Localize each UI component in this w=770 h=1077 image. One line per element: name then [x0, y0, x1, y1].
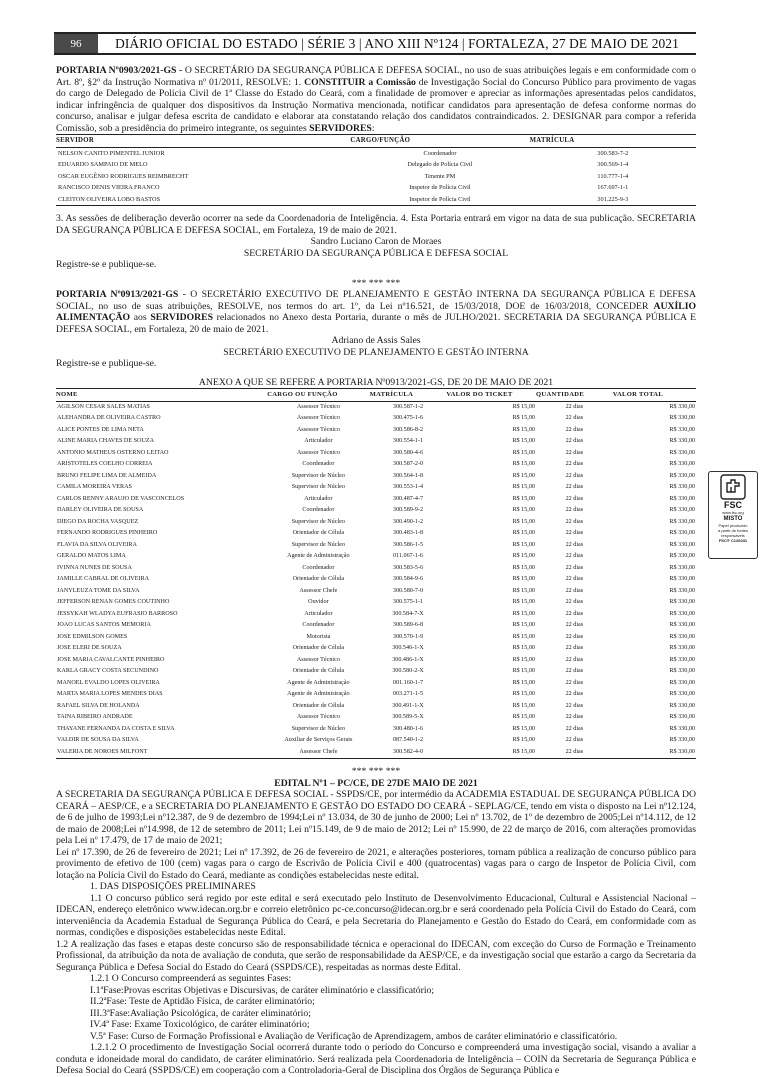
annex-cell: R$ 330,00: [669, 541, 695, 548]
annex-cell: VALDIR DE SOUSA DA SILVA: [57, 737, 139, 743]
annex-cell: 22 dias: [565, 438, 584, 444]
portaria-0913-lead: PORTARIA Nº0913/2021-GS -: [56, 289, 186, 300]
annex-cell: Supervisor de Núcleo: [291, 541, 345, 548]
header-title: DIÁRIO OFICIAL DO ESTADO | SÉRIE 3 | ANO XIII Nº124 | FORTALEZA, 27 DE MAIO DE 2021: [115, 35, 679, 51]
annex-row: [56, 620, 696, 632]
annex-cell: Assessor Técnico: [296, 656, 340, 663]
annex-cell: R$ 15,00: [512, 737, 535, 743]
col-nome: NOME: [56, 389, 267, 402]
annex-cell: Articulador: [304, 438, 333, 444]
comissao-cell: Delegado de Polícia Civil: [407, 161, 473, 168]
annex-row: [56, 609, 696, 621]
portaria-0903-text1: O SECRETÁRIO DA SEGURANÇA PÚBLICA E DEFESA SOCIAL, no uso de suas atribuições legais e em conformidade com o Art. 8º, §2º da Instrução Normativa nº 01/2011, RESOLVE: 1.: [56, 65, 696, 88]
annex-cell: 22 dias: [565, 530, 584, 536]
annex-row: [56, 586, 696, 598]
annex-cell: R$ 330,00: [669, 518, 695, 525]
annex-cell: 22 dias: [565, 553, 584, 559]
annex-cell: BRUNO FELIPE LIMA DE ALMEIDA: [57, 472, 157, 479]
annex-cell: 300.586-8-2: [392, 426, 424, 433]
annex-cell: R$ 15,00: [512, 599, 535, 605]
annex-cell: 22 dias: [565, 415, 584, 421]
comissao-row: [56, 159, 696, 171]
annex-cell: Articulador: [304, 495, 333, 502]
portaria-0913-text1: O SECRETÁRIO EXECUTIVO DE PLANEJAMENTO E GESTÃO INTERNA DA SEGURANÇA PÚBLICA E DEFESA SOCIAL, no uso de suas atribuições, RESOLVE, nos termos do art. 1º, da Lei nº16.521, de 15/03/2018, DOE de 16/03/2018, CONCEDER: [56, 289, 696, 312]
annex-cell: R$ 15,00: [512, 461, 535, 467]
annex-cell: R$ 330,00: [669, 530, 695, 536]
annex-row: [56, 689, 696, 701]
page-header: [54, 32, 696, 55]
edital-para1: A SECRETARIA DA SEGURANÇA PÚBLICA E DEFESA SOCIAL - SSPDS/CE, por intermédio da ACADEMIA ESTADUAL DE SEGURANÇA PÚBLICA DO CEARÁ – AESP/CE, e a SECRETARIA DO PLANEJAMENTO E GESTÃO DO ESTADO DO CEARÁ - SEPLAG/CE, tendo em vista o disposto na Lei nº12.124, de 6 de julho de 1993;Lei nº12.387, de 9 de dezembro de 1994;Lei nº 13.034, de 30 de junho de 2000; Lei nº 13.702, de 1º de dezembro de 2005;Lei nº14.112, de 12 de maio de 2008;Lei nº14.998, de 12 de setembro de 2011; Lei nº15.149, de 9 de maio de 2012; Lei nº 15.990, de 22 de março de 2016, com alterações promovidas pela Lei nº 17.479, de 17 de maio de 2021;: [56, 789, 696, 846]
portaria-0903-lead: PORTARIA Nº0903/2021-GS -: [56, 65, 183, 76]
fsc-desc2: a partir de fontes: [717, 528, 749, 533]
annex-row: [56, 425, 696, 437]
annex-cell: Orientador de Célula: [292, 576, 345, 582]
annex-cell: R$ 330,00: [669, 610, 695, 617]
annex-row: [56, 540, 696, 552]
edital-para2: Lei nº 17.390, de 26 de fevereiro de 2021; Lei nº 17.392, de 26 de fevereiro de 2021, e alterações posteriores, tornam pública a realização de concurso público para provimento de efetivo de 100 (cem) vagas para o cargo de Escrivão de Polícia Civil e 400 (quatrocentas) vagas para o cargo de Inspetor de Polícia Civil, com lotação na Polícia Civil do Estado do Ceará, mediante as condições estabelecidas neste edital.: [56, 846, 696, 881]
annex-cell: FLAVIA DA SILVA OLIVEIRA: [57, 541, 137, 548]
annex-cell: 300.490-1-2: [392, 518, 424, 525]
comissao-cell: Coordenador: [423, 149, 457, 157]
annex-cell: R$ 330,00: [669, 426, 695, 433]
annex-cell: 300.483-1-8: [392, 530, 424, 536]
annex-cell: R$ 15,00: [512, 495, 535, 502]
portaria-0913-signer-title: SECRETÁRIO EXECUTIVO DE PLANEJAMENTO E GESTÃO INTERNA: [223, 346, 529, 358]
annex-cell: 300.587-2-0: [392, 461, 424, 467]
comissao-cell: RANCISCO DENIS VIEIRA FRANCO: [58, 184, 160, 191]
annex-cell: R$ 15,00: [512, 587, 535, 594]
col-matricula: MATRÍCULA: [530, 135, 696, 148]
annex-cell: R$ 15,00: [512, 702, 535, 709]
annex-cell: R$ 330,00: [669, 495, 695, 502]
comissao-cell: NELSON CANITO PIMENTEL JUNIOR: [58, 149, 165, 157]
annex-cell: R$ 15,00: [512, 518, 535, 525]
annex-cell: 300.580-4-6: [392, 449, 424, 456]
edital-para3: 1.1 O concurso público será regido por este edital e será executado pelo Instituto de Desenvolvimento Educacional, Cultural e Assistencial Nacional – IDECAN, endereço eletrônico www.idecan.org.br e correio eletrônico pc-ce.concurso@idecan.org.br e será coordenado pela Polícia Civil do Estado do Ceará, com interveniência da Academia Estadual de Segurança Pública do Ceará, e pela Secretaria do Planejamento e Gestão do Estado do Ceará, em conformidade com as normas, condições e disposições estabelecidas neste Edital.: [56, 892, 696, 938]
edital-item121: 1.2.1 O Concurso compreenderá as seguintes Fases:: [90, 973, 292, 984]
annex-cell: 300.580-7-0: [392, 587, 424, 594]
annex-cell: 300.584-7-X: [392, 610, 424, 617]
annex-cell: DIEGO DA ROCHA VASQUEZ: [57, 518, 139, 525]
annex-cell: MANOEL EVALDO LOPES OLIVEIRA: [57, 679, 160, 686]
annex-cell: 22 dias: [565, 507, 584, 513]
annex-cell: R$ 15,00: [512, 403, 535, 410]
annex-cell: JEFFERSON RENAN GOMES COUTINHO: [57, 599, 170, 605]
annex-cell: Coordenador: [302, 507, 335, 513]
annex-cell: R$ 330,00: [669, 403, 695, 410]
portaria-0903-bold1: CONSTITUIR a Comissão: [304, 76, 416, 88]
annex-cell: ARISTOTELES COELHO CORREIA: [57, 461, 153, 467]
annex-cell: Coordenador: [302, 461, 335, 467]
fsc-desc1: Papel produzido: [718, 523, 748, 528]
separator: *** *** ***: [351, 277, 401, 289]
annex-cell: 22 dias: [565, 518, 584, 525]
annex-cell: 300.480-1-6: [392, 725, 424, 732]
annex-cell: 22 dias: [565, 645, 584, 651]
annex-cell: JOSE ELERI DE SOUZA: [57, 645, 122, 651]
annex-cell: R$ 330,00: [669, 714, 695, 720]
edital-section1: 1. DAS DISPOSIÇÕES PRELIMINARES: [90, 881, 256, 892]
annex-row: [56, 655, 696, 667]
annex-cell: Ouvidor: [308, 599, 329, 605]
annex-cell: 22 dias: [565, 587, 584, 594]
annex-cell: R$ 15,00: [512, 714, 535, 720]
annex-cell: 087.540-1-2: [392, 737, 424, 743]
annex-cell: 22 dias: [565, 656, 584, 663]
annex-cell: 22 dias: [565, 737, 584, 743]
annex-cell: R$ 15,00: [512, 438, 535, 444]
annex-cell: R$ 330,00: [669, 472, 695, 479]
annex-cell: MARTA MARIA LOPES MENDES DIAS: [57, 691, 163, 697]
portaria-0913-bold2: SERVIDORES: [150, 312, 213, 323]
annex-row: [56, 574, 696, 586]
annex-cell: VALERIA DE NOROES MILFONT: [56, 747, 267, 759]
annex-cell: R$ 15,00: [512, 691, 535, 697]
annex-title: ANEXO A QUE SE REFERE A PORTARIA Nº0913/2021-GS, DE 20 DE MAIO DE 2021: [198, 376, 554, 388]
annex-cell: 22 dias: [565, 691, 584, 697]
annex-cell: R$ 330,00: [669, 415, 695, 421]
annex-table: [56, 388, 696, 759]
edital-title: [56, 778, 696, 790]
annex-cell: GERALDO MATOS LIMA: [57, 553, 126, 559]
comissao-cell: 300.583-7-2: [597, 149, 629, 157]
annex-row: [56, 678, 696, 690]
annex-cell: R$ 15,00: [512, 553, 535, 559]
annex-cell: R$ 15,00: [512, 484, 535, 490]
annex-cell: JOSE EDMILSON GOMES: [57, 633, 128, 640]
annex-cell: CAMILA MOREIRA VERAS: [57, 484, 132, 490]
annex-cell: Supervisor de Núcleo: [291, 518, 345, 525]
annex-cell: DARLEY OLIVEIRA DE SOUSA: [57, 507, 144, 513]
annex-cell: Motorista: [306, 633, 331, 640]
annex-cell: 22 dias: [565, 668, 584, 674]
fsc-seal: [708, 471, 758, 559]
portaria-0913-signer: Adriano de Assis Sales: [331, 335, 421, 346]
annex-cell: Agente de Administração: [287, 691, 350, 697]
annex-cell: 300.486-1-X: [392, 656, 424, 663]
annex-row: [56, 401, 696, 413]
annex-cell: Supervisor de Núcleo: [291, 725, 345, 732]
annex-cell: Assessor Técnico: [296, 426, 340, 433]
annex-cell: 300.586-1-5: [392, 541, 424, 548]
annex-cell: 22 dias: [565, 576, 584, 582]
col-matricula-2: MATRÍCULA: [370, 389, 447, 402]
annex-cell: R$ 330,00: [669, 691, 695, 697]
annex-cell: R$ 330,00: [669, 576, 695, 582]
annex-cell: 22 dias: [565, 714, 584, 720]
annex-cell: Orientador de Célula: [292, 702, 345, 709]
annex-cell: JOAO LUCAS SANTOS MEMORIA: [57, 622, 151, 628]
annex-cell: Auxiliar de Serviços Gerais: [284, 737, 353, 743]
annex-cell: R$ 330,00: [669, 633, 695, 640]
annex-cell: R$ 15,00: [512, 610, 535, 617]
annex-cell: IVINNA NUNES DE SOUSA: [57, 564, 132, 571]
annex-cell: R$ 15,00: [512, 633, 535, 640]
portaria-0913-bold1: AUXÍLIO ALIMENTAÇÃO: [56, 300, 696, 323]
annex-row: [56, 735, 696, 747]
annex-cell: 22 dias: [565, 564, 584, 571]
annex-cell: 22 dias: [565, 461, 584, 467]
comissao-cell: Tenente PM: [424, 172, 456, 180]
annex-cell: R$ 15,00: [512, 449, 535, 456]
annex-cell: 22 dias: [536, 747, 613, 759]
annex-cell: ALICE PONTES DE LIMA NETA: [57, 426, 144, 433]
annex-row: [56, 436, 696, 448]
annex-cell: RAFAEL SILVA DE HOLANDA: [57, 702, 140, 709]
annex-cell: R$ 330,00: [669, 461, 695, 467]
annex-cell: R$ 330,00: [669, 599, 695, 605]
annex-cell: 22 dias: [565, 495, 584, 502]
annex-cell: 300.583-5-6: [392, 564, 424, 571]
annex-cell: 22 dias: [565, 679, 584, 686]
annex-cell: 300.491-1-X: [392, 702, 424, 709]
annex-cell: TAINA RIBEIRO ANDRADE: [57, 714, 133, 720]
comissao-cell: Inspetor de Polícia Civil: [409, 184, 471, 191]
edital-title-text: EDITAL Nº1 – PC/CE, DE 27DE MAIO DE 2021: [274, 777, 478, 789]
fsc-code: FSC® C126031: [718, 538, 748, 543]
annex-cell: R$ 330,00: [669, 702, 695, 709]
annex-cell: R$ 330,00: [669, 656, 695, 663]
annex-cell: 22 dias: [565, 725, 584, 732]
edital-phase2: II.2ªFase: Teste de Aptidão Física, de caráter eliminatório;: [90, 996, 315, 1007]
col-valor-ticket: VALOR DO TICKET: [446, 389, 536, 402]
annex-cell: R$ 15,00: [512, 576, 535, 582]
comissao-cell: Inspetor de Polícia Civil: [350, 194, 529, 206]
annex-cell: 22 dias: [565, 633, 584, 640]
annex-row: [56, 724, 696, 736]
annex-cell: 300.564-1-8: [392, 472, 424, 479]
annex-row: [56, 643, 696, 655]
annex-cell: Assessor Técnico: [296, 415, 340, 421]
portaria-0913-registre: Registre-se e publique-se.: [56, 358, 157, 369]
annex-cell: R$ 330,00: [669, 679, 695, 686]
annex-row: [56, 563, 696, 575]
annex-row: [56, 712, 696, 724]
annex-cell: R$ 330,00: [669, 553, 695, 559]
annex-cell: R$ 330,00: [669, 564, 695, 571]
annex-cell: R$ 15,00: [512, 668, 535, 674]
annex-cell: Coordenador: [302, 622, 335, 628]
annex-row: [56, 471, 696, 483]
annex-row: [56, 551, 696, 563]
annex-row: [56, 413, 696, 425]
annex-cell: R$ 15,00: [512, 530, 535, 536]
portaria-0903-text3: :: [371, 122, 375, 134]
portaria-0903-bold2: SERVIDORES: [309, 122, 372, 134]
annex-cell: R$ 330,00: [669, 645, 695, 651]
comissao-row: [56, 171, 696, 183]
annex-cell: 22 dias: [565, 426, 584, 433]
annex-cell: R$ 15,00: [512, 426, 535, 433]
annex-cell: R$ 15,00: [512, 541, 535, 548]
annex-cell: R$ 330,00: [669, 737, 695, 743]
col-quantidade: QUANTIDADE: [536, 389, 613, 402]
annex-cell: Assessor Técnico: [296, 403, 340, 410]
annex-row: [56, 505, 696, 517]
comissao-table: [56, 134, 696, 206]
annex-row: [56, 528, 696, 540]
annex-cell: ALINE MARIA CHAVES DE SOUZA: [57, 438, 155, 444]
annex-cell: R$ 15,00: [512, 507, 535, 513]
annex-cell: 011.067-1-6: [392, 553, 423, 559]
portaria-0913-text3: relacionados no Anexo desta Portaria, durante o mês de JULHO/2021. SECRETARIA DA SEGURANÇA PÚBLICA E DEFESA SOCIAL, em Fortaleza, 20 de maio de 2021.: [56, 312, 696, 335]
col-servidor: SERVIDOR: [56, 135, 350, 148]
annex-cell: R$ 330,00: [669, 622, 695, 628]
annex-cell: 001.160-1-7: [392, 679, 424, 686]
portaria-0903-registre: Registre-se e publique-se.: [56, 259, 157, 270]
annex-cell: Agente de Administração: [287, 553, 350, 559]
annex-cell: 300.589-5-X: [392, 714, 424, 720]
annex-cell: R$ 15,00: [446, 747, 536, 759]
fsc-tree-icon: [720, 474, 746, 500]
fsc-desc3: responsáveis: [721, 533, 745, 538]
edital-item1212: 1.2.1.2 O procedimento de Investigação Social ocorrerá durante todo o período do Concurso e compreenderá uma investigação social, visando a avaliar a conduta e idoneidade moral do candidato, de caráter eliminatório. Será realizada pela Coordenadoria de Inteligência – COIN da Secretaria de Segurança Pública e Defesa Social do Ceará (SSPDS/CE) em cooperação com a Controladoria-Geral de Disciplina dos Órgãos de Segurança Pública e: [56, 1042, 696, 1076]
annex-cell: 300.553-1-4: [392, 484, 424, 490]
fsc-label: MISTO: [723, 516, 743, 522]
annex-cell: JANYLEUZA TOME DA SILVA: [57, 587, 140, 594]
annex-row: [56, 459, 696, 471]
comissao-row: [56, 147, 696, 159]
annex-row: [56, 597, 696, 609]
annex-cell: Supervisor de Núcleo: [291, 472, 345, 479]
annex-cell: 300.589-9-2: [392, 507, 424, 513]
col-cargo-funcao: CARGO OU FUNÇÃO: [267, 389, 369, 402]
annex-cell: R$ 330,00: [613, 747, 696, 759]
annex-cell: 300.589-6-8: [392, 622, 424, 628]
annex-cell: 22 dias: [565, 599, 584, 605]
page-number: 96: [54, 34, 98, 53]
annex-cell: 300.582-4-0: [370, 747, 447, 759]
annex-cell: 22 dias: [565, 449, 584, 456]
annex-cell: Assessor Técnico: [296, 714, 340, 720]
annex-row: [56, 448, 696, 460]
annex-cell: THAYANE FERNANDA DA COSTA E SILVA: [57, 725, 175, 732]
annex-cell: 22 dias: [565, 541, 584, 548]
annex-row: [56, 482, 696, 494]
fsc-site: www.fsc.org: [722, 510, 744, 515]
annex-cell: R$ 15,00: [512, 472, 535, 479]
comissao-cell: CLEITON OLIVEIRA LOBO BASTOS: [56, 194, 350, 206]
annex-cell: R$ 330,00: [669, 587, 695, 594]
portaria-0903-text2: de Investigação Social do Concurso Público para provimento de vagas do cargo de Delegado de Polícia Civil de 1ª Classe do Estado do Ceará, com a finalidade de promover e apreciar as informações apresentadas pelos candidatos, indicar infringência de qualquer dos dispositivos da Instrução Normativa mencionada, notificar candidatos para apresentação de defesa conforme normas do concurso, analisar e julgar defesa escrita de candidato e elaborar ata constatando relação dos candidatos contraindicados. 2. DESIGNAR para compor a referida Comissão, sob a presidência do primeiro integrante, os seguintes: [56, 76, 696, 134]
edital-phase5: V.5ª Fase: Curso de Formação Profissional e Avaliação de Verificação de Aprendizagem, ambos de caráter eliminatório e classificatório.: [90, 1030, 618, 1042]
annex-cell: R$ 330,00: [669, 668, 695, 674]
annex-cell: Orientador de Célula: [292, 530, 345, 536]
comissao-cell: 300.569-1-4: [597, 161, 629, 168]
comissao-cell: OSCAR EUGÊNIO RODRIGUES REIMBRECHT: [58, 172, 189, 180]
annex-cell: 300.575-1-1: [392, 599, 424, 605]
annex-cell: Agente de Administração: [287, 679, 350, 686]
annex-cell: JAMILLE CABRAL DE OLIVEIRA: [57, 576, 150, 582]
annex-row: [56, 517, 696, 529]
annex-cell: 22 dias: [565, 484, 584, 490]
annex-row: [56, 666, 696, 678]
annex-cell: Coordenador: [302, 564, 335, 571]
annex-cell: Assessor Técnico: [296, 449, 340, 456]
fsc-brand: FSC: [724, 500, 742, 510]
annex-cell: 22 dias: [565, 403, 584, 410]
comissao-row: [56, 182, 696, 194]
annex-cell: 22 dias: [565, 610, 584, 617]
comissao-cell: EDUARDO SAMPAIO DE MELO: [58, 161, 148, 168]
annex-cell: 300.475-1-6: [392, 415, 424, 421]
portaria-0903-text: [56, 65, 696, 134]
annex-cell: 003.271-1-5: [392, 691, 424, 697]
annex-cell: FERNANDO RODRIGUES PINHEIRO: [57, 530, 158, 536]
annex-cell: Orientador de Célula: [292, 645, 345, 651]
annex-row: [56, 632, 696, 644]
annex-row: [56, 494, 696, 506]
annex-cell: R$ 15,00: [512, 679, 535, 686]
annex-cell: R$ 330,00: [669, 438, 695, 444]
comissao-row: [56, 194, 696, 206]
separator-2: *** *** ***: [351, 766, 401, 777]
annex-cell: 300.580-2-X: [392, 668, 424, 674]
annex-cell: AGILSON CESAR SALES MATIAS: [57, 403, 150, 410]
annex-cell: 300.546-1-X: [392, 645, 424, 651]
annex-cell: R$ 330,00: [669, 507, 695, 513]
annex-cell: JESSYKAH WLADYA EUFRASIO BARROSO: [57, 610, 178, 617]
annex-cell: R$ 330,00: [669, 484, 695, 490]
annex-cell: ANTONIO MATHEUS OSTERNO LEITAO: [57, 449, 169, 456]
portaria-0913-text: [56, 289, 696, 335]
annex-cell: KARLA GRACY COSTA SECUNDINO: [57, 668, 159, 674]
annex-cell: 300.487-4-7: [392, 495, 424, 502]
portaria-0903-signer: Sandro Luciano Caron de Moraes: [310, 236, 442, 247]
col-cargo: CARGO/FUNÇÃO: [350, 135, 529, 148]
annex-cell: Articulador: [304, 610, 333, 617]
edital-para4: 1.2 A realização das fases e etapas deste concurso são de responsabilidade técnica e operacional do IDECAN, com exceção do Curso de Formação e Treinamento Profissional, da atribuição da nota de avaliação de conduta, que serão de responsabilidade da AESP/CE, e da investigação social que estarão a cargo da Secretaria da Segurança Pública e Defesa Social do Estado do Ceará (SSPDS/CE), respeitadas as normas deste Edital.: [56, 938, 696, 973]
annex-cell: Assessor Chefe: [299, 587, 338, 594]
annex-cell: 300.570-1-9: [392, 633, 424, 640]
annex-cell: Assessor Chefe: [267, 747, 369, 759]
annex-cell: 22 dias: [565, 622, 584, 628]
annex-cell: R$ 330,00: [669, 449, 695, 456]
annex-cell: 300.584-9-6: [392, 576, 424, 582]
annex-cell: Orientador de Célula: [292, 668, 345, 674]
annex-cell: R$ 330,00: [669, 725, 695, 732]
annex-cell: R$ 15,00: [512, 656, 535, 663]
annex-cell: R$ 15,00: [512, 564, 535, 571]
portaria-0903-closing: 3. As sessões de deliberação deverão ocorrer na sede da Coordenadoria de Inteligência. 4. Esta Portaria entrará em vigor na data de sua publicação. SECRETARIA DA SEGURANÇA PÚBLICA E DEFESA SOCIAL, em Fortaleza, 19 de maio de 2021.: [56, 213, 696, 236]
edital-phase1: I.1ªFase:Provas escritas Objetivas e Discursivas, de caráter eliminatório e classificatório;: [90, 984, 435, 996]
comissao-cell: 167.697-1-1: [597, 184, 629, 191]
annex-cell: 300.554-1-1: [392, 438, 424, 444]
annex-cell: 22 dias: [565, 472, 584, 479]
annex-cell: R$ 15,00: [512, 725, 535, 732]
annex-cell: ALEHANDRA DE OLIVEIRA CASTRO: [57, 415, 161, 421]
edital-phase4: IV.4ª Fase: Exame Toxicológico, de caráter eliminatório;: [90, 1019, 310, 1030]
annex-cell: Supervisor de Núcleo: [291, 484, 345, 490]
annex-cell: 22 dias: [565, 702, 584, 709]
edital-phase3: III.3ªFase:Avaliação Psicológica, de caráter eliminatório;: [90, 1007, 311, 1019]
comissao-cell: 110.777-1-4: [597, 172, 629, 180]
annex-cell: R$ 15,00: [512, 645, 535, 651]
annex-cell: CARLOS RENNY ARAUJO DE VASCONCELOS: [57, 495, 185, 502]
page-content: [56, 65, 696, 1077]
annex-row: [56, 701, 696, 713]
annex-cell: R$ 15,00: [512, 622, 535, 628]
annex-cell: JOSE MARIA CAVALCANTE PINHEIRO: [57, 656, 165, 663]
comissao-cell: 301.225-9-3: [530, 194, 696, 206]
annex-cell: R$ 15,00: [512, 415, 535, 421]
annex-row: [56, 747, 696, 759]
col-valor-total: VALOR TOTAL: [613, 389, 696, 402]
portaria-0903-signer-title: SECRETÁRIO DA SEGURANÇA PÚBLICA E DEFESA SOCIAL: [243, 247, 509, 259]
annex-cell: 300.587-1-2: [392, 403, 424, 410]
portaria-0913-text2: aos: [130, 312, 151, 323]
